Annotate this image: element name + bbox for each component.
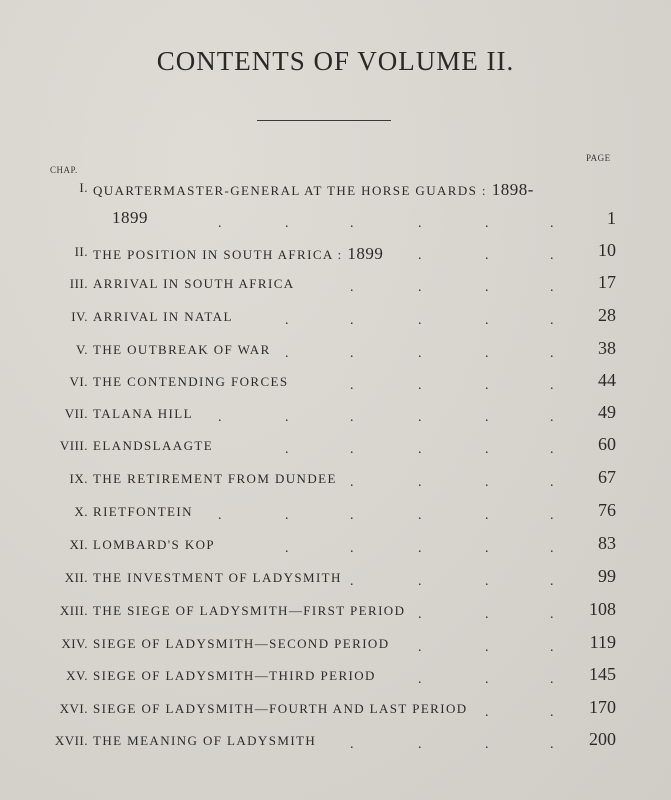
page-number: 119 — [589, 632, 616, 652]
chapter-title — [93, 244, 383, 264]
leader-dot: . — [285, 541, 289, 556]
chapter-row[interactable] — [0, 272, 671, 304]
chapter-title-text: LOMBARD'S KOP — [93, 537, 216, 552]
page-number: 17 — [598, 272, 616, 292]
leader-dot: . — [485, 442, 489, 457]
chapter-title-text: TALANA HILL — [93, 406, 193, 421]
chapter-title — [93, 537, 215, 553]
chapter-title — [93, 504, 193, 520]
chapter-title-text: QUARTERMASTER-GENERAL AT THE HORSE GUARDS : — [93, 183, 487, 198]
leader-dot: . — [418, 410, 422, 425]
chapter-year: 1899 — [342, 244, 384, 263]
leader-dot: . — [550, 346, 554, 361]
chapter-title — [93, 701, 468, 717]
leader-dot: . — [285, 508, 289, 523]
chapter-row[interactable] — [0, 729, 671, 761]
leader-dot: . — [550, 442, 554, 457]
leader-dot: . — [418, 346, 422, 361]
leader-dot: . — [485, 216, 489, 231]
chapter-row[interactable] — [0, 697, 671, 729]
chapter-number: XV. — [66, 668, 88, 683]
chapter-title — [93, 570, 342, 586]
page-number: 145 — [589, 664, 616, 684]
leader-dot: . — [418, 737, 422, 752]
chapter-number: XVI. — [59, 701, 88, 716]
chapter-title-text: THE OUTBREAK OF WAR — [93, 342, 271, 357]
leader-dot: . — [418, 541, 422, 556]
leader-dot: . — [485, 737, 489, 752]
chapter-row[interactable] — [0, 305, 671, 337]
leader-dot: . — [350, 346, 354, 361]
leader-dot: . — [285, 216, 289, 231]
page-title: CONTENTS OF VOLUME II. — [156, 46, 515, 76]
chapter-title-text: ARRIVAL IN SOUTH AFRICA — [93, 276, 295, 291]
leader-dot: . — [350, 378, 354, 393]
chapter-row[interactable] — [0, 176, 671, 208]
chapter-number: XVII. — [54, 733, 88, 748]
leader-dot: . — [285, 410, 289, 425]
leader-dot: . — [550, 248, 554, 263]
leader-dot: . — [350, 508, 354, 523]
chapter-title — [93, 180, 534, 200]
chapter-title — [93, 374, 289, 390]
chapter-title — [93, 733, 316, 749]
chapter-title-text: SIEGE OF LADYSMITH—SECOND PERIOD — [93, 636, 390, 651]
leader-dot: . — [418, 313, 422, 328]
page-number: 60 — [598, 434, 616, 454]
leader-dot: . — [485, 346, 489, 361]
page-number: 10 — [598, 240, 616, 260]
page-number: 28 — [598, 305, 616, 325]
chap-column-header: CHAP. — [50, 165, 78, 175]
leader-dot: . — [418, 280, 422, 295]
chapter-number: XIII. — [59, 603, 88, 618]
chapter-title-text: RIETFONTEIN — [93, 504, 193, 519]
chapter-row[interactable] — [0, 500, 671, 532]
chapter-title-text: SIEGE OF LADYSMITH—THIRD PERIOD — [93, 668, 376, 683]
chapter-number: VI. — [69, 374, 88, 389]
leader-dot: . — [418, 672, 422, 687]
chapter-number: XII. — [64, 570, 88, 585]
page-number: 44 — [598, 370, 616, 390]
leader-dot: . — [350, 442, 354, 457]
chapter-title-text: THE INVESTMENT OF LADYSMITH — [93, 570, 342, 585]
page-number: 200 — [589, 729, 616, 749]
leader-dot: . — [418, 640, 422, 655]
chapter-row[interactable] — [0, 467, 671, 499]
chapter-title-text: THE MEANING OF LADYSMITH — [93, 733, 317, 748]
page-number: 83 — [598, 533, 616, 553]
chapter-number: XIV. — [61, 636, 88, 651]
leader-dot: . — [550, 672, 554, 687]
chapter-number: VIII. — [59, 438, 88, 453]
page-number: 108 — [589, 599, 616, 619]
chapter-number: VII. — [64, 406, 88, 421]
leader-dot: . — [550, 541, 554, 556]
chapter-year-continuation: 1899 — [112, 208, 148, 227]
leader-dot: . — [418, 216, 422, 231]
chapter-year: 1898- — [486, 180, 534, 199]
chapter-title-text: SIEGE OF LADYSMITH—FOURTH AND LAST PERIOD — [93, 701, 468, 716]
chapter-number: I. — [79, 180, 88, 195]
leader-dot: . — [350, 313, 354, 328]
page-number: 67 — [598, 467, 616, 487]
chapter-row-continuation[interactable] — [0, 208, 671, 240]
leader-dot: . — [485, 475, 489, 490]
leader-dot: . — [485, 574, 489, 589]
chapter-row[interactable] — [0, 370, 671, 402]
chapter-title — [93, 309, 233, 325]
leader-dot: . — [285, 346, 289, 361]
leader-dot: . — [418, 607, 422, 622]
leader-dot: . — [485, 672, 489, 687]
page-number: 170 — [589, 697, 616, 717]
leader-dot: . — [485, 248, 489, 263]
chapter-title-text: THE POSITION IN SOUTH AFRICA : — [93, 247, 343, 262]
leader-dot: . — [350, 475, 354, 490]
page-number: 1 — [607, 208, 616, 228]
chapter-title — [93, 406, 193, 422]
leader-dot: . — [418, 248, 422, 263]
chapter-row[interactable] — [0, 240, 671, 272]
chapter-title-text: THE CONTENDING FORCES — [93, 374, 289, 389]
chapter-title — [93, 636, 390, 652]
leader-dot: . — [550, 508, 554, 523]
chapter-number: IX. — [69, 471, 88, 486]
page-number: 99 — [598, 566, 616, 586]
leader-dot: . — [550, 216, 554, 231]
chapter-row[interactable] — [0, 533, 671, 565]
leader-dot: . — [285, 442, 289, 457]
leader-dot: . — [550, 705, 554, 720]
leader-dot: . — [285, 313, 289, 328]
leader-dot: . — [485, 280, 489, 295]
chapter-row[interactable] — [0, 599, 671, 631]
page-column-header: PAGE — [586, 153, 611, 163]
leader-dot: . — [218, 216, 222, 231]
chapter-title — [93, 438, 213, 454]
chapter-title-text: THE RETIREMENT FROM DUNDEE — [93, 471, 337, 486]
leader-dot: . — [485, 541, 489, 556]
chapter-title — [93, 471, 337, 487]
chapter-title-text: ARRIVAL IN NATAL — [93, 309, 233, 324]
chapter-title — [93, 276, 295, 292]
leader-dot: . — [550, 378, 554, 393]
leader-dot: . — [550, 313, 554, 328]
leader-dot: . — [218, 410, 222, 425]
leader-dot: . — [485, 640, 489, 655]
chapter-row[interactable] — [0, 402, 671, 434]
leader-dot: . — [550, 574, 554, 589]
page-number: 49 — [598, 402, 616, 422]
leader-dot: . — [218, 508, 222, 523]
title-rule — [257, 120, 391, 121]
chapter-title — [93, 668, 376, 684]
leader-dot: . — [485, 410, 489, 425]
leader-dot: . — [350, 280, 354, 295]
leader-dot: . — [550, 280, 554, 295]
leader-dot: . — [418, 475, 422, 490]
chapter-row[interactable] — [0, 566, 671, 598]
leader-dot: . — [485, 378, 489, 393]
chapter-row[interactable] — [0, 338, 671, 370]
leader-dot: . — [418, 378, 422, 393]
chapter-title — [93, 342, 271, 358]
chapter-number: II. — [74, 244, 88, 259]
leader-dot: . — [418, 508, 422, 523]
chapter-row[interactable] — [0, 434, 671, 466]
chapter-number: V. — [76, 342, 88, 357]
leader-dot: . — [418, 574, 422, 589]
page-number: 38 — [598, 338, 616, 358]
leader-dot: . — [350, 737, 354, 752]
chapter-row[interactable] — [0, 664, 671, 696]
leader-dot: . — [485, 508, 489, 523]
leader-dot: . — [350, 216, 354, 231]
leader-dot: . — [418, 442, 422, 457]
chapter-number: X. — [74, 504, 88, 519]
leader-dot: . — [350, 410, 354, 425]
page-number: 76 — [598, 500, 616, 520]
leader-dot: . — [550, 607, 554, 622]
leader-dot: . — [550, 737, 554, 752]
leader-dot: . — [550, 475, 554, 490]
leader-dot: . — [485, 705, 489, 720]
leader-dot: . — [485, 607, 489, 622]
leader-dot: . — [485, 313, 489, 328]
chapter-title-text: THE SIEGE OF LADYSMITH—FIRST PERIOD — [93, 603, 406, 618]
chapter-number: XI. — [69, 537, 88, 552]
chapter-title — [93, 603, 405, 619]
leader-dot: . — [550, 640, 554, 655]
chapter-row[interactable] — [0, 632, 671, 664]
leader-dot: . — [350, 574, 354, 589]
leader-dot: . — [550, 410, 554, 425]
chapter-number: IV. — [71, 309, 88, 324]
chapter-number: III. — [69, 276, 88, 291]
leader-dot: . — [350, 541, 354, 556]
chapter-title-text: ELANDSLAAGTE — [93, 438, 214, 453]
